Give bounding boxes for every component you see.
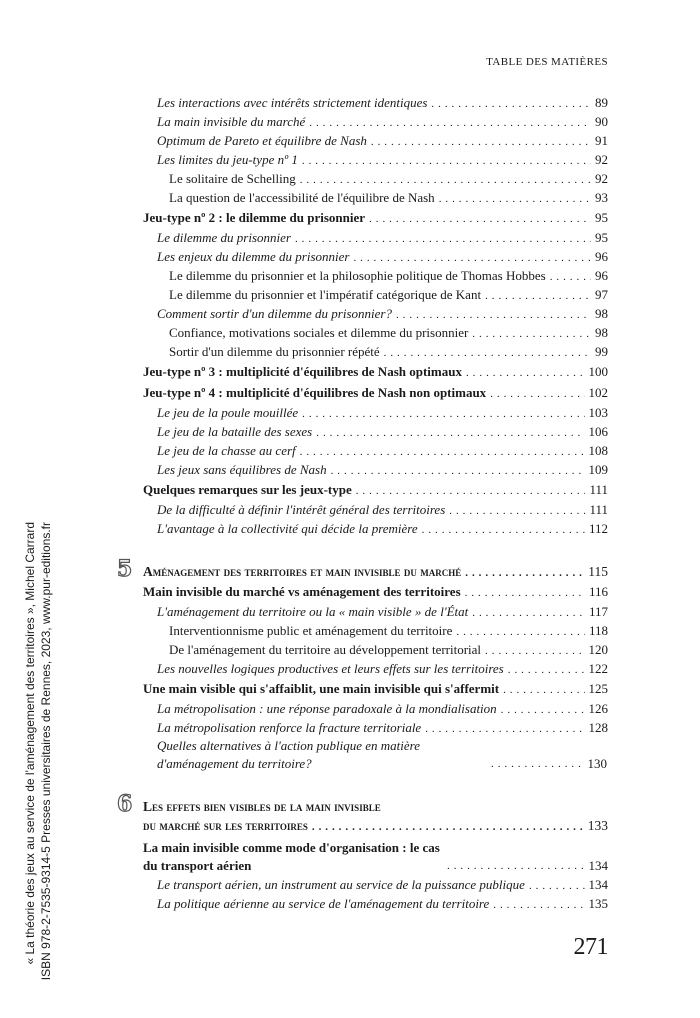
toc-entry[interactable] — [143, 640, 608, 659]
toc-entry[interactable] — [143, 93, 608, 112]
toc-entry[interactable] — [143, 150, 608, 169]
toc-section-title: Quelques remarques sur les jeux-type — [143, 482, 352, 497]
toc-section-page: 134 — [588, 858, 608, 873]
toc-entry-title: Le dilemme du prisonnier et l'impératif catégorique de Kant — [169, 287, 482, 302]
toc-section[interactable] — [143, 382, 608, 403]
toc-entry[interactable] — [143, 403, 608, 422]
toc-section[interactable] — [143, 678, 608, 699]
toc-entry-title: Le solitaire de Schelling — [169, 171, 296, 186]
chapter-title-line-2: du marché sur les territoires — [143, 818, 308, 833]
toc-entry-page: 117 — [588, 604, 608, 619]
toc-entry-title: Les nouvelles logiques productives et leurs effets sur les territoires — [157, 661, 504, 676]
toc-entry[interactable] — [143, 112, 608, 131]
toc-section-title: Jeu-type nº 2 : le dilemme du prisonnier — [143, 210, 366, 225]
toc-entry[interactable] — [143, 304, 608, 323]
toc-entry-page: 130 — [587, 756, 607, 771]
toc-entry-title: Comment sortir d'un dilemme du prisonnier? — [157, 306, 392, 321]
toc-entry-page: 134 — [588, 877, 608, 892]
toc-entry-page: 106 — [588, 424, 608, 439]
toc-entry-title: Le jeu de la chasse au cerf — [157, 443, 296, 458]
toc-section-page: 111 — [589, 482, 608, 497]
toc-entry-page: 99 — [595, 344, 608, 359]
toc-section[interactable] — [143, 207, 608, 228]
toc-section-page: 116 — [588, 584, 608, 599]
toc-entry-title: Confiance, motivations sociales et dilemme du prisonnier — [169, 325, 469, 340]
toc-entry[interactable] — [143, 737, 607, 773]
toc-entry[interactable] — [143, 718, 608, 737]
toc-entry[interactable] — [143, 894, 608, 913]
toc-section-title: La main invisible comme mode d'organisation : le cas du transport aérien — [143, 840, 440, 873]
toc-section[interactable] — [143, 581, 608, 602]
toc-entry-title: Les enjeux du dilemme du prisonnier — [157, 249, 350, 264]
sidebar-line-1: « La théorie des jeux au service de l'aménagement des territoires », Michel Carrard — [23, 522, 37, 965]
toc-section-page: 125 — [588, 681, 608, 696]
chapter-page: 115 — [588, 564, 608, 579]
toc-entry-title: Les limites du jeu-type nº 1 — [157, 152, 298, 167]
toc-entry-page: 92 — [595, 152, 608, 167]
toc-section[interactable] — [143, 479, 608, 500]
chapter-number: 6 — [117, 791, 133, 817]
toc-entry-page: 103 — [588, 405, 608, 420]
toc-entry[interactable] — [143, 602, 608, 621]
sidebar-line-2: ISBN 978-2-7535-9314-5 Presses universitaires de Rennes, 2023, www.pur-editions.fr — [39, 522, 53, 981]
toc-entry[interactable] — [143, 342, 608, 361]
copyright-sidebar — [22, 522, 70, 982]
toc-entry-title: Le dilemme du prisonnier — [157, 230, 291, 245]
toc-entry-title: Les interactions avec intérêts strictement identiques — [157, 95, 428, 110]
toc-entry-page: 128 — [588, 720, 608, 735]
toc-entry[interactable] — [143, 659, 608, 678]
toc-entry[interactable] — [143, 169, 608, 188]
toc-entry-page: 122 — [588, 661, 608, 676]
toc-entry-title: Le transport aérien, un instrument au service de la puissance publique — [157, 877, 525, 892]
toc-entry-title: Sortir d'un dilemme du prisonnier répété — [169, 344, 380, 359]
toc-entry[interactable] — [143, 875, 608, 894]
toc-entry-page: 108 — [588, 443, 608, 458]
toc-entry-page: 135 — [588, 896, 608, 911]
chapter-6-heading[interactable] — [117, 791, 608, 835]
toc-entry-page: 96 — [595, 249, 608, 264]
toc-section-page: 102 — [588, 385, 608, 400]
toc-entry-title: Le dilemme du prisonnier et la philosophie politique de Thomas Hobbes — [169, 268, 546, 283]
toc-entry-title: De la difficulté à définir l'intérêt général des territoires — [157, 502, 446, 517]
toc-entry-page: 95 — [595, 230, 608, 245]
toc-section[interactable] — [143, 839, 608, 875]
toc-entry[interactable] — [143, 188, 608, 207]
toc-section-title: Jeu-type nº 4 : multiplicité d'équilibres de Nash non optimaux — [143, 385, 487, 400]
toc-entry-page: 97 — [595, 287, 608, 302]
toc-entry-page: 98 — [595, 325, 608, 340]
toc-entry-page: 112 — [588, 521, 608, 536]
toc-section-page: 95 — [595, 210, 608, 225]
chapter-number: 5 — [117, 556, 133, 582]
toc-entry[interactable] — [143, 247, 608, 266]
toc-entry-page: 111 — [589, 502, 608, 517]
toc-entry-title: Optimum de Pareto et équilibre de Nash — [157, 133, 367, 148]
toc-section-title: Main invisible du marché vs aménagement des territoires — [143, 584, 461, 599]
toc-entry[interactable] — [143, 266, 608, 285]
toc-entry-title: L'aménagement du territoire ou la « main visible » de l'État — [157, 604, 469, 619]
toc-entry-title: La main invisible du marché — [157, 114, 306, 129]
toc-entry-title: La métropolisation renforce la fracture territoriale — [157, 720, 422, 735]
toc-entry-title: La métropolisation : une réponse paradoxale à la mondialisation — [157, 701, 497, 716]
chapter-title-line-1: Les effets bien visibles de la main invisible — [143, 799, 381, 814]
toc-entry-title: Interventionnisme public et aménagement du territoire — [169, 623, 453, 638]
running-head: TABLE DES MATIÈRES — [486, 56, 608, 68]
toc-entry[interactable] — [143, 228, 608, 247]
table-of-contents — [117, 93, 608, 913]
toc-entry-page: 126 — [588, 701, 608, 716]
toc-entry-page: 120 — [588, 642, 608, 657]
toc-entry-page: 92 — [595, 171, 608, 186]
toc-entry-title: Les jeux sans équilibres de Nash — [157, 462, 327, 477]
toc-entry-page: 89 — [595, 95, 608, 110]
toc-section-title: Jeu-type nº 3 : multiplicité d'équilibres de Nash optimaux — [143, 364, 462, 379]
page-number: 271 — [573, 934, 608, 960]
toc-entry-title: La question de l'accessibilité de l'équilibre de Nash — [169, 190, 435, 205]
toc-section[interactable] — [143, 361, 608, 382]
toc-section-title: Une main visible qui s'affaiblit, une main invisible qui s'affermit — [143, 681, 500, 696]
chapter-5-heading[interactable] — [117, 556, 608, 582]
toc-entry[interactable] — [143, 323, 608, 342]
chapter-page: 133 — [587, 818, 608, 833]
toc-entry[interactable] — [143, 460, 608, 479]
toc-entry-page: 98 — [595, 306, 608, 321]
toc-section-page: 100 — [588, 364, 608, 379]
toc-entry[interactable] — [143, 621, 608, 640]
toc-entry[interactable] — [143, 699, 608, 718]
toc-entry-title: De l'aménagement du territoire au développement territorial — [169, 642, 482, 657]
toc-entry[interactable] — [143, 131, 608, 150]
toc-entry-title: L'avantage à la collectivité qui décide la première — [157, 521, 418, 536]
toc-entry[interactable] — [143, 441, 608, 460]
toc-entry-page: 93 — [595, 190, 608, 205]
toc-entry-page: 118 — [588, 623, 608, 638]
toc-entry[interactable] — [143, 285, 608, 304]
toc-entry-page: 109 — [588, 462, 608, 477]
toc-entry-page: 90 — [595, 114, 608, 129]
chapter-title: Aménagement des territoires et main invisible du marché — [143, 564, 462, 579]
toc-entry[interactable] — [143, 519, 608, 538]
toc-entry-title: Le jeu de la poule mouillée — [157, 405, 299, 420]
toc-entry-page: 96 — [595, 268, 608, 283]
toc-entry-title: La politique aérienne au service de l'aménagement du territoire — [157, 896, 490, 911]
toc-entry-page: 91 — [595, 133, 608, 148]
toc-entry[interactable] — [143, 500, 608, 519]
toc-entry[interactable] — [143, 422, 608, 441]
toc-entry-title: Le jeu de la bataille des sexes — [157, 424, 313, 439]
toc-entry-title: Quelles alternatives à l'action publique en matière d'aménagement du territoire? — [157, 738, 420, 771]
